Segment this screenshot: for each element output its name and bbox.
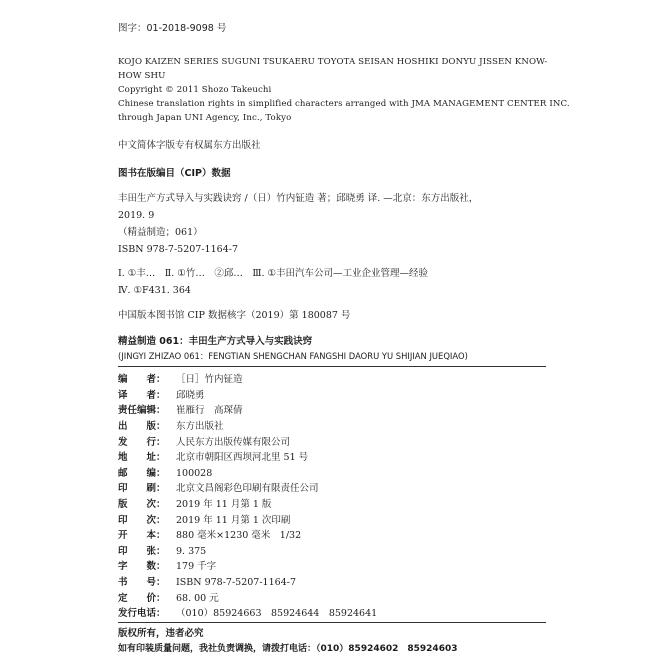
detail-label: 开 本： xyxy=(118,530,166,541)
detail-value: 2019 年 11 月第 1 次印刷 xyxy=(176,515,291,526)
detail-value: 179 千字 xyxy=(176,561,217,572)
original-title-line-2: HOW SHU xyxy=(118,71,166,81)
book-title: 精益制造 061：丰田生产方式导入与实践诀窍 xyxy=(118,336,313,347)
detail-label: 印 刷： xyxy=(118,483,166,494)
detail-label: 版 次： xyxy=(118,499,166,510)
detail-value: 2019 年 11 月第 1 版 xyxy=(176,499,272,510)
detail-label: 译 者： xyxy=(118,390,166,401)
detail-value: 东方出版社 xyxy=(176,421,224,432)
detail-label: 定 价： xyxy=(118,593,166,604)
detail-label: 邮 编： xyxy=(118,468,166,479)
detail-label: 字 数： xyxy=(118,561,166,572)
rights-line-2: through Japan UNI Agency, Inc., Tokyo xyxy=(118,113,292,123)
rights-reserved-notice: 版权所有，违者必究 xyxy=(118,628,204,639)
detail-label: 发 行： xyxy=(118,437,166,448)
detail-value: 北京市朝阳区西坝河北里 51 号 xyxy=(176,452,309,463)
cip-classification-2: Ⅳ. ①F431. 364 xyxy=(118,285,191,296)
detail-label: 责任编辑： xyxy=(118,405,166,416)
exclusive-rights-statement: 中文简体字版专有权属东方出版社 xyxy=(118,140,261,151)
cip-line-3: （精益制造；061） xyxy=(118,227,203,238)
detail-label: 编 者： xyxy=(118,374,166,385)
detail-label: 地 址： xyxy=(118,452,166,463)
detail-value: 9. 375 xyxy=(176,546,207,557)
cip-heading: 图书在版编目（CIP）数据 xyxy=(118,168,231,179)
cip-line-2: 2019. 9 xyxy=(118,210,155,221)
rights-line-1: Chinese translation rights in simplified characters arranged with JMA MANAGEMENT CENTER INC. xyxy=(118,99,570,109)
detail-value: 邱晓勇 xyxy=(176,390,205,401)
detail-value: 880 毫米×1230 毫米 1/32 xyxy=(176,530,302,541)
detail-value: 100028 xyxy=(176,468,213,479)
copyright-line: Copyright © 2011 Shozo Takeuchi xyxy=(118,85,272,95)
translation-permit-code: 图字：01-2018-9098 号 xyxy=(118,23,227,34)
cip-line-1: 丰田生产方式导入与实践诀窍 /（日）竹内钲造 著；邱晓勇 译. —北京：东方出版社， xyxy=(118,193,479,204)
detail-label: 书 号： xyxy=(118,577,166,588)
quality-issue-notice: 如有印装质量问题，我社负责调换，请拨打电话：（010）85924602 85924603 xyxy=(118,644,458,654)
detail-value: ISBN 978-7-5207-1164-7 xyxy=(176,577,296,588)
book-title-pinyin: (JINGYI ZHIZAO 061：FENGTIAN SHENGCHAN FANGSHI DAORU YU SHIJIAN JUEQIAO) xyxy=(118,351,468,361)
detail-value: 68. 00 元 xyxy=(176,593,219,604)
detail-value: （010）85924663 85924644 85924641 xyxy=(176,608,378,619)
detail-label: 出 版： xyxy=(118,421,166,432)
original-title-line-1: KOJO KAIZEN SERIES SUGUNI TSUKAERU TOYOTA SEISAN HOSHIKI DONYU JISSEN KNOW- xyxy=(118,57,548,67)
details-top-rule xyxy=(118,366,546,367)
detail-value: 人民东方出版传媒有限公司 xyxy=(176,437,291,448)
cip-classification-1: Ⅰ. ①丰… Ⅱ. ①竹… ②邱… Ⅲ. ①丰田汽车公司—工业企业管理—经验 xyxy=(118,268,429,279)
detail-value: ［日］竹内钲造 xyxy=(176,374,243,385)
detail-value: 崔雁行 高琛倩 xyxy=(176,405,243,416)
cip-isbn: ISBN 978-7-5207-1164-7 xyxy=(118,244,238,255)
detail-label: 发行电话： xyxy=(118,608,166,619)
cip-record-number: 中国版本图书馆 CIP 数据核字（2019）第 180087 号 xyxy=(118,310,351,321)
detail-label: 印 次： xyxy=(118,515,166,526)
details-bottom-rule xyxy=(118,622,546,623)
detail-value: 北京文昌阁彩色印刷有限责任公司 xyxy=(176,483,319,494)
detail-label: 印 张： xyxy=(118,546,166,557)
